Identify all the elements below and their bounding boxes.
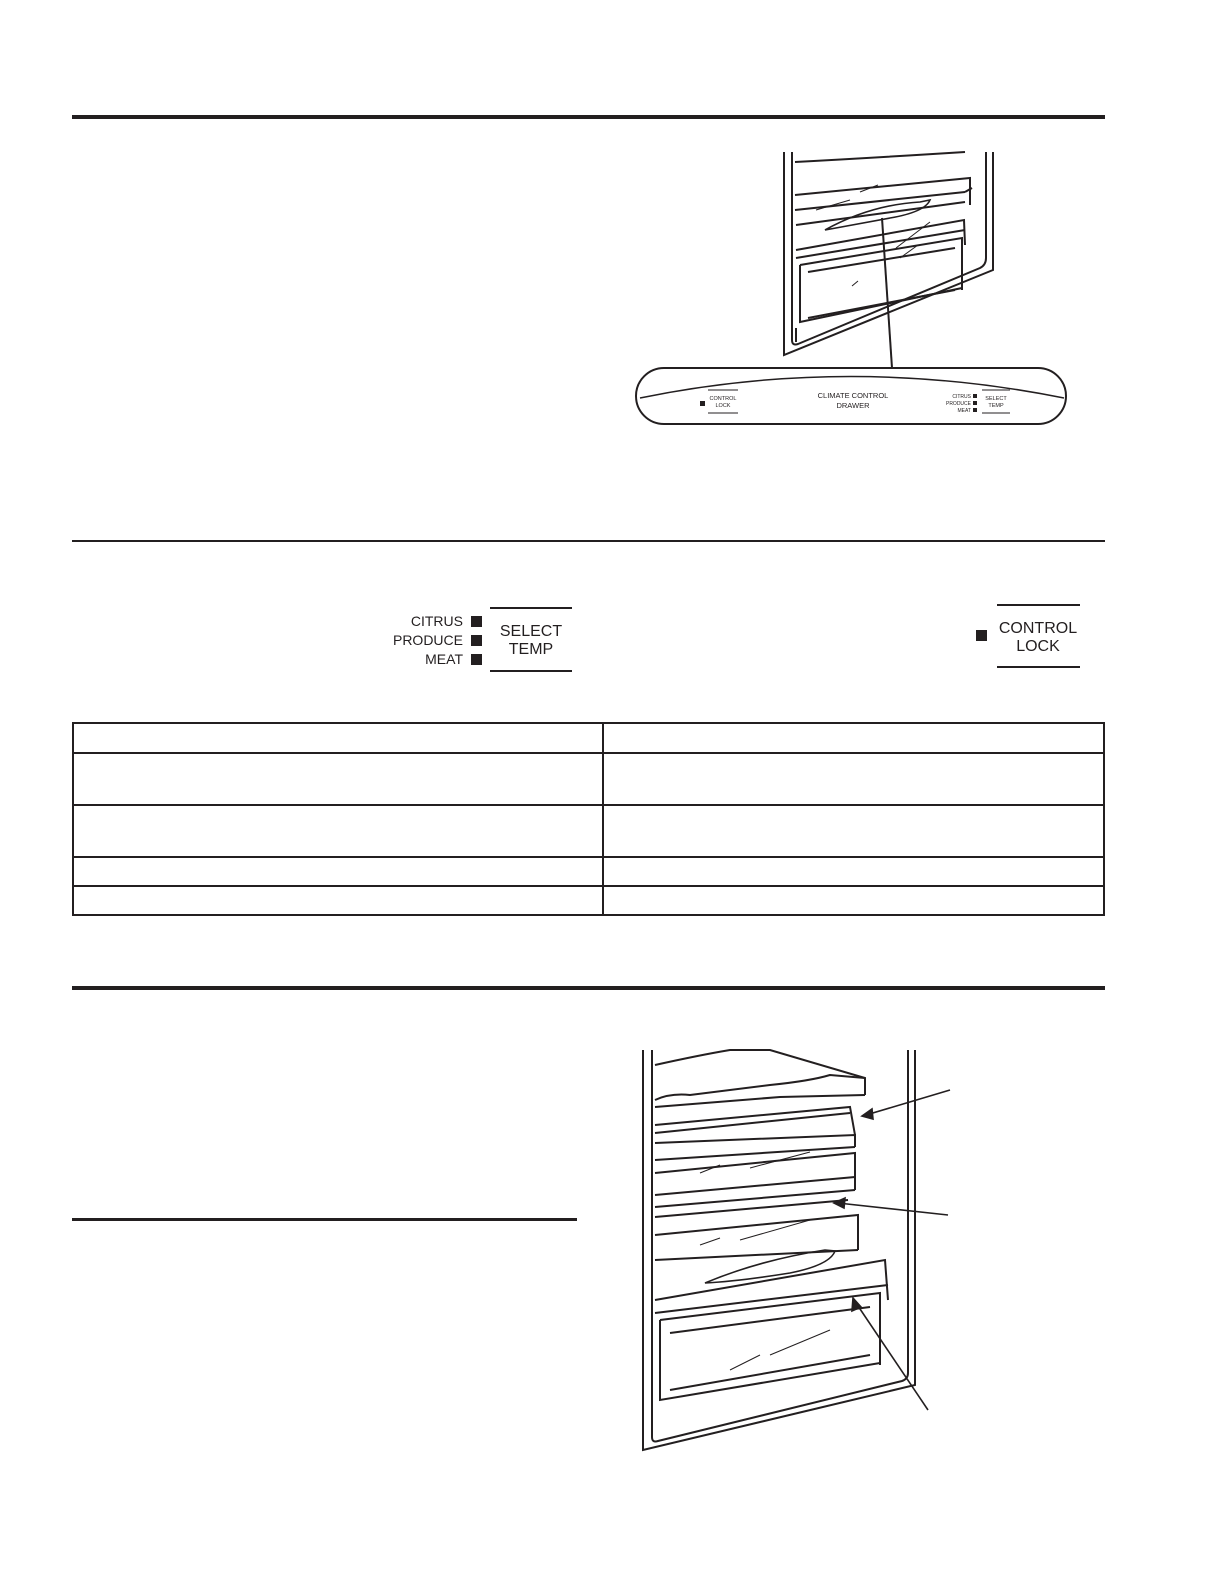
settings-table <box>72 722 1105 916</box>
option-citrus-label: CITRUS <box>410 613 463 629</box>
callout-option-meat: MEAT <box>957 408 971 414</box>
table-cell <box>73 805 603 857</box>
table-cell <box>603 886 1104 915</box>
meat-indicator-light <box>471 654 482 665</box>
control-lock-line1: CONTROL <box>998 620 1078 637</box>
table-cell <box>73 723 603 753</box>
table-cell <box>603 805 1104 857</box>
table-row <box>73 805 1104 857</box>
select-temp-line2: TEMP <box>508 641 554 658</box>
table-row <box>73 857 1104 886</box>
drawers-illustration <box>630 1045 980 1465</box>
callout-option-produce: PRODUCE <box>945 401 971 407</box>
callout-select-temp-top: SELECT <box>985 396 1007 402</box>
table-cell <box>603 857 1104 886</box>
table-cell <box>603 753 1104 805</box>
citrus-indicator-light <box>471 616 482 627</box>
option-meat-label: MEAT <box>425 651 463 667</box>
control-lock-button[interactable] <box>993 620 1083 656</box>
callout-option-citrus: CITRUS <box>952 394 971 400</box>
table-cell <box>73 886 603 915</box>
subsection-rule <box>72 1218 577 1221</box>
control-lock-line2: LOCK <box>1016 638 1060 655</box>
section-rule-lower <box>72 986 1105 990</box>
table-row <box>73 723 1104 753</box>
callout-select-temp-bottom: TEMP <box>988 403 1004 409</box>
section-rule-top <box>72 115 1105 119</box>
table-row <box>73 886 1104 915</box>
produce-indicator-light <box>471 635 482 646</box>
drawer-control-illustration <box>620 150 1080 430</box>
select-temp-line1: SELECT <box>499 623 563 640</box>
table-cell <box>73 857 603 886</box>
callout-lock-indicator <box>700 401 705 406</box>
callout-control-lock-bottom: LOCK <box>715 403 731 409</box>
callout-climate-control-title: CLIMATE CONTROL <box>817 391 889 400</box>
callout-control-lock-top: CONTROL <box>709 396 737 402</box>
section-rule-middle <box>72 540 1105 542</box>
table-cell <box>603 723 1104 753</box>
table-cell <box>73 753 603 805</box>
table-row <box>73 753 1104 805</box>
callout-drawer-title: DRAWER <box>836 401 870 410</box>
select-temp-button[interactable] <box>490 623 572 659</box>
option-produce-label: PRODUCE <box>392 632 463 648</box>
control-lock-indicator-light <box>976 630 987 641</box>
